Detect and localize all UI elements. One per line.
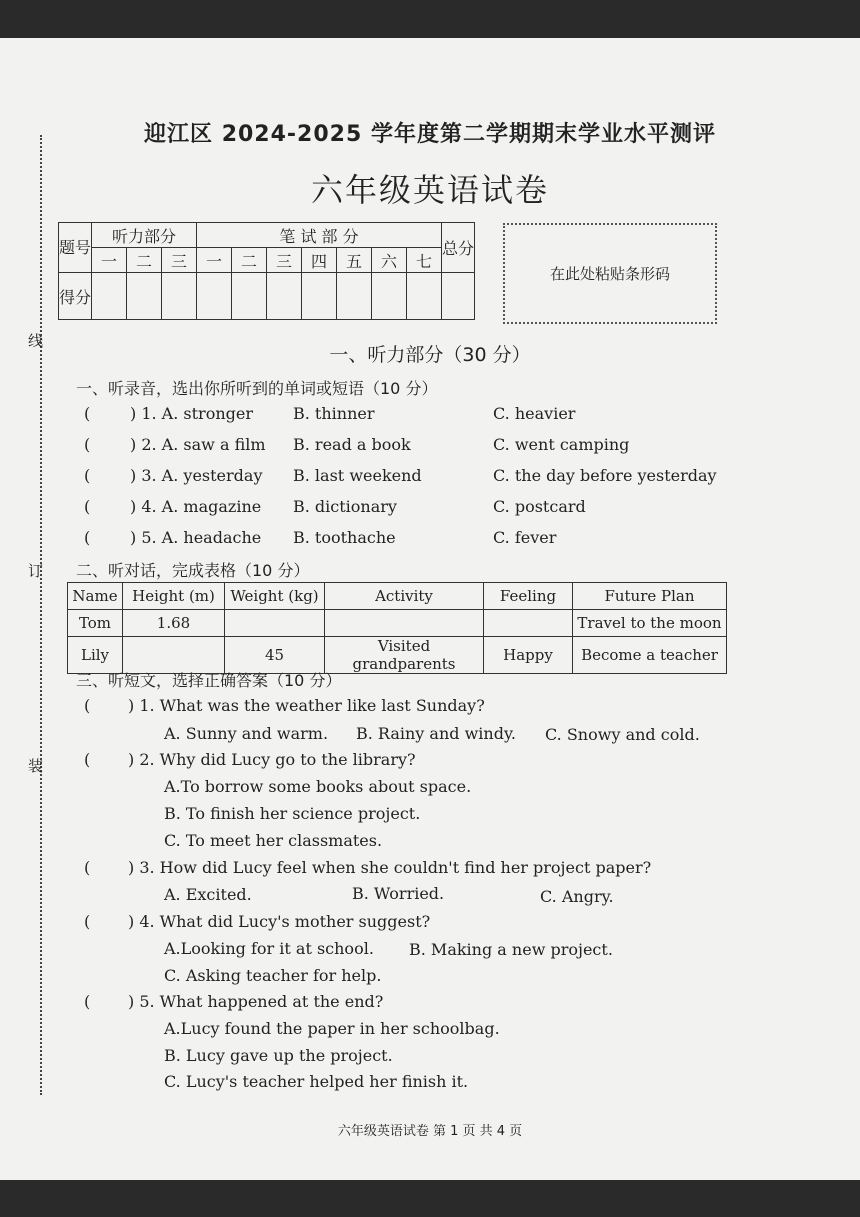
choice-b: B. Lucy gave up the project. <box>164 1046 393 1065</box>
choice-c: C. Snowy and cold. <box>545 725 700 744</box>
choice-c: C. went camping <box>493 435 630 454</box>
table-cell: 1.68 <box>123 610 225 637</box>
table-cell-blank[interactable] <box>484 610 573 637</box>
score-cell[interactable] <box>127 273 162 320</box>
choice-a: A.Looking for it at school. <box>164 939 374 958</box>
choice-a: ) 3. A. yesterday <box>130 466 263 485</box>
choice-a: ) 4. A. magazine <box>130 497 262 516</box>
row-label-question-number: 题号 <box>59 223 92 273</box>
table-cell-blank[interactable] <box>325 610 484 637</box>
answer-bracket[interactable]: ( <box>84 992 91 1011</box>
margin-label-staple: 装 <box>28 757 44 775</box>
table-cell: Tom <box>68 610 123 637</box>
listening-col: 二 <box>127 248 162 273</box>
table-cell: Become a teacher <box>573 637 727 674</box>
answer-bracket[interactable]: ( <box>84 858 91 877</box>
question-text: ) 5. What happened at the end? <box>128 992 384 1011</box>
writing-col: 一 <box>197 248 232 273</box>
answer-bracket[interactable]: ( <box>84 466 91 485</box>
section1-title: 一、听录音，选出你所听到的单词或短语（10 分） <box>76 379 438 398</box>
choice-b: B. thinner <box>293 404 375 423</box>
choice-a: A. Excited. <box>164 885 252 904</box>
question-text: ) 2. Why did Lucy go to the library? <box>128 750 416 769</box>
choice-b: B. Rainy and windy. <box>356 724 516 743</box>
row-label-score: 得分 <box>59 273 92 320</box>
answer-bracket[interactable]: ( <box>84 404 91 423</box>
barcode-area <box>503 223 717 324</box>
binding-margin-line <box>40 135 42 1095</box>
score-cell[interactable] <box>162 273 197 320</box>
question-text: ) 1. What was the weather like last Sunday? <box>128 696 485 715</box>
choice-c: C. heavier <box>493 404 576 423</box>
score-cell[interactable] <box>407 273 442 320</box>
choice-b: B. toothache <box>293 528 396 547</box>
score-cell[interactable] <box>442 273 475 320</box>
choice-b: B. Making a new project. <box>409 940 613 959</box>
table-header: Future Plan <box>573 583 727 610</box>
table-header: Activity <box>325 583 484 610</box>
question-text: ) 4. What did Lucy's mother suggest? <box>128 912 431 931</box>
table-header: Height (m) <box>123 583 225 610</box>
listening-label: 听力部分 <box>92 223 197 248</box>
choice-b: B. Worried. <box>352 884 445 903</box>
answer-bracket[interactable]: ( <box>84 912 91 931</box>
table-cell-blank[interactable] <box>225 610 325 637</box>
choice-b: B. read a book <box>293 435 411 454</box>
table-cell: Happy <box>484 637 573 674</box>
choice-c: C. Asking teacher for help. <box>164 966 382 985</box>
writing-label: 笔 试 部 分 <box>197 223 442 248</box>
choice-a: ) 1. A. stronger <box>130 404 253 423</box>
table-cell: Travel to the moon <box>573 610 727 637</box>
table-cell: 45 <box>225 637 325 674</box>
choice-c: C. Angry. <box>540 887 614 906</box>
writing-col: 六 <box>372 248 407 273</box>
score-table <box>58 222 475 320</box>
answer-bracket[interactable]: ( <box>84 528 91 547</box>
table-cell: Lily <box>68 637 123 674</box>
section3-title: 三、听短文，选择正确答案（10 分） <box>76 671 342 690</box>
total-label: 总分 <box>442 223 475 273</box>
writing-col: 五 <box>337 248 372 273</box>
score-cell[interactable] <box>267 273 302 320</box>
choice-c: C. fever <box>493 528 557 547</box>
writing-col: 二 <box>232 248 267 273</box>
score-cell[interactable] <box>197 273 232 320</box>
answer-bracket[interactable]: ( <box>84 497 91 516</box>
writing-col: 四 <box>302 248 337 273</box>
listening-col: 一 <box>92 248 127 273</box>
answer-bracket[interactable]: ( <box>84 696 91 715</box>
score-cell[interactable] <box>92 273 127 320</box>
writing-col: 三 <box>267 248 302 273</box>
dialogue-table <box>67 582 727 674</box>
exam-title: 迎江区 2024-2025 学年度第二学期期末学业水平测评 <box>144 122 716 147</box>
choice-c: C. the day before yesterday <box>493 466 717 485</box>
choice-a: A. Sunny and warm. <box>164 724 329 743</box>
page-footer: 六年级英语试卷 第 1 页 共 4 页 <box>337 1124 523 1139</box>
listening-col: 三 <box>162 248 197 273</box>
margin-label-line: 线 <box>28 332 44 350</box>
question-text: ) 3. How did Lucy feel when she couldn't find her project paper? <box>128 858 652 877</box>
choice-a: A.Lucy found the paper in her schoolbag. <box>164 1019 500 1038</box>
table-cell: Visited grandparents <box>325 637 484 674</box>
barcode-label: 在此处粘贴条形码 <box>549 265 670 283</box>
section2-title: 二、听对话，完成表格（10 分） <box>76 561 310 580</box>
answer-bracket[interactable]: ( <box>84 750 91 769</box>
choice-c: C. postcard <box>493 497 586 516</box>
answer-bracket[interactable]: ( <box>84 435 91 454</box>
part1-title: 一、听力部分（30 分） <box>329 344 531 366</box>
score-cell[interactable] <box>372 273 407 320</box>
table-header: Name <box>68 583 123 610</box>
exam-subtitle: 六年级英语试卷 <box>310 171 549 209</box>
choice-c: C. To meet her classmates. <box>164 831 383 850</box>
score-cell[interactable] <box>232 273 267 320</box>
choice-b: B. dictionary <box>293 497 397 516</box>
table-header: Feeling <box>484 583 573 610</box>
choice-c: C. Lucy's teacher helped her finish it. <box>164 1072 469 1091</box>
score-cell[interactable] <box>337 273 372 320</box>
margin-label-bind: 订 <box>28 562 44 580</box>
score-cell[interactable] <box>302 273 337 320</box>
choice-b: B. last weekend <box>293 466 422 485</box>
writing-col: 七 <box>407 248 442 273</box>
choice-a: ) 5. A. headache <box>130 528 262 547</box>
choice-a: A.To borrow some books about space. <box>164 777 472 796</box>
table-header: Weight (kg) <box>225 583 325 610</box>
choice-b: B. To finish her science project. <box>164 804 421 823</box>
choice-a: ) 2. A. saw a film <box>130 435 266 454</box>
